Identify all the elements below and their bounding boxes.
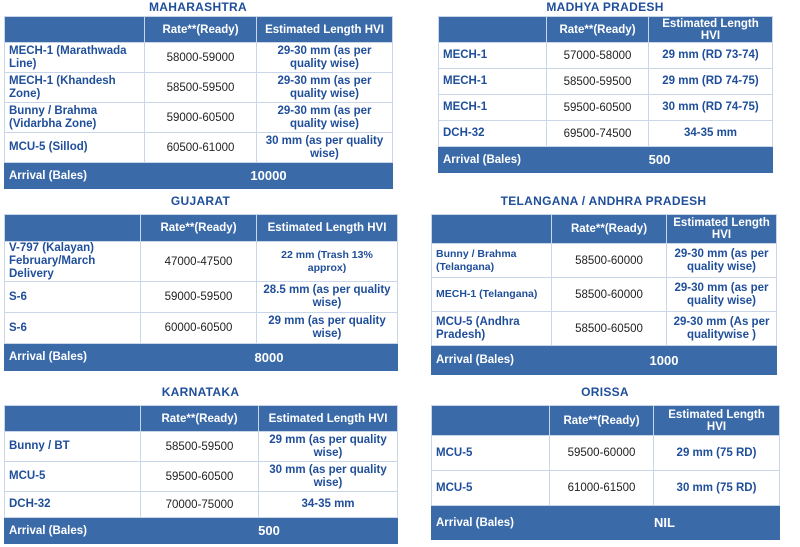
region-title: GUJARAT — [170, 194, 231, 208]
rate-header: Rate**(Ready) — [141, 215, 257, 242]
rate-cell: 59000-60500 — [145, 103, 257, 133]
variety-cell: Bunny / BT — [5, 432, 141, 462]
length-cell: 30 mm (as per quality wise) — [257, 133, 393, 163]
length-header: Estimated Length HVI — [654, 406, 780, 436]
rate-header: Rate**(Ready) — [141, 406, 259, 432]
table-row — [5, 242, 398, 282]
arrival-value: 500 — [141, 518, 398, 544]
rate-cell: 58500-60000 — [552, 278, 667, 312]
table-header — [439, 17, 773, 43]
length-cell: 28.5 mm (as per quality wise) — [257, 282, 398, 313]
region-title: MAHARASHTRA — [149, 0, 247, 14]
variety-cell: MCU-5 (Sillod) — [5, 133, 145, 163]
variety-cell: S-6 — [5, 313, 141, 344]
variety-cell: Bunny / Brahma (Vidarbha Zone) — [5, 103, 145, 133]
table-row — [432, 278, 777, 312]
arrival-label: Arrival (Bales) — [439, 147, 547, 173]
variety-cell: MECH-1 (Marathwada Line) — [5, 43, 145, 73]
table-row — [439, 95, 773, 121]
price-table — [431, 405, 780, 540]
length-cell: 22 mm (Trash 13% approx) — [257, 242, 398, 282]
arrival-row — [5, 163, 393, 189]
arrival-value: 10000 — [145, 163, 393, 189]
rate-cell: 61000-61500 — [550, 471, 654, 506]
length-cell: 29 mm (as per quality wise) — [259, 432, 398, 462]
length-cell: 29-30 mm (as per quality wise) — [667, 278, 777, 312]
variety-cell: MCU-5 (Andhra Pradesh) — [432, 312, 552, 346]
table-row — [5, 43, 393, 73]
length-cell: 29 mm (75 RD) — [654, 436, 780, 471]
arrival-row — [5, 518, 398, 544]
variety-cell: DCH-32 — [5, 492, 141, 518]
region-title: MADHYA PRADESH — [546, 0, 664, 14]
variety-cell: MECH-1 — [439, 69, 547, 95]
table-row — [439, 69, 773, 95]
length-cell: 29 mm (RD 73-74) — [649, 43, 773, 69]
variety-cell: MECH-1 (Khandesh Zone) — [5, 73, 145, 103]
price-table — [431, 214, 777, 375]
arrival-row — [432, 346, 777, 375]
length-cell: 30 mm (75 RD) — [654, 471, 780, 506]
arrival-row — [5, 344, 398, 371]
rate-cell: 58500-59500 — [141, 432, 259, 462]
arrival-label: Arrival (Bales) — [432, 346, 552, 375]
table-header — [5, 215, 398, 242]
arrival-label: Arrival (Bales) — [5, 163, 145, 189]
rate-cell: 57000-58000 — [547, 43, 649, 69]
rate-cell: 58000-59000 — [145, 43, 257, 73]
length-cell: 30 mm (RD 74-75) — [649, 95, 773, 121]
variety-cell: MECH-1 — [439, 95, 547, 121]
variety-cell: MCU-5 — [432, 471, 550, 506]
table-row — [5, 432, 398, 462]
length-cell: 29-30 mm (as per quality wise) — [257, 103, 393, 133]
length-cell: 29 mm (RD 74-75) — [649, 69, 773, 95]
region-title: TELANGANA / ANDHRA PRADESH — [500, 194, 707, 208]
arrival-value: 1000 — [552, 346, 777, 375]
table-row — [5, 282, 398, 313]
table-header — [5, 406, 398, 432]
table-row — [5, 492, 398, 518]
arrival-row — [432, 506, 780, 540]
table-row — [432, 244, 777, 278]
length-header: Estimated Length HVI — [257, 17, 393, 43]
variety-header — [432, 406, 550, 436]
variety-cell: MECH-1 — [439, 43, 547, 69]
table-header — [432, 406, 780, 436]
variety-cell: MECH-1 (Telangana) — [432, 278, 552, 312]
rate-cell: 60500-61000 — [145, 133, 257, 163]
table-row — [432, 436, 780, 471]
length-cell: 29-30 mm (as per quality wise) — [257, 43, 393, 73]
price-table — [4, 214, 398, 371]
rate-cell: 59500-60500 — [547, 95, 649, 121]
length-header: Estimated Length HVI — [257, 215, 398, 242]
table-header — [5, 17, 393, 43]
table-row — [5, 103, 393, 133]
price-table — [4, 16, 393, 189]
arrival-value: NIL — [550, 506, 780, 540]
arrival-row — [439, 147, 773, 173]
table-row — [439, 43, 773, 69]
length-cell: 34-35 mm — [259, 492, 398, 518]
table-row — [5, 462, 398, 492]
arrival-label: Arrival (Bales) — [5, 518, 141, 544]
rate-cell: 69500-74500 — [547, 121, 649, 147]
table-row — [5, 133, 393, 163]
price-table — [4, 405, 398, 544]
rate-cell: 58500-60000 — [552, 244, 667, 278]
rate-cell: 58500-60500 — [552, 312, 667, 346]
table-row — [432, 312, 777, 346]
price-table — [438, 16, 773, 173]
rate-cell: 47000-47500 — [141, 242, 257, 282]
arrival-value: 8000 — [141, 344, 398, 371]
length-cell: 29-30 mm (as per quality wise) — [257, 73, 393, 103]
rate-header: Rate**(Ready) — [145, 17, 257, 43]
length-header: Estimated Length HVI — [259, 406, 398, 432]
length-cell: 29-30 mm (as per quality wise) — [667, 244, 777, 278]
region-title: KARNATAKA — [161, 385, 240, 399]
rate-cell: 59000-59500 — [141, 282, 257, 313]
length-header: Estimated Length HVI — [667, 215, 777, 244]
variety-cell: S-6 — [5, 282, 141, 313]
table-header — [432, 215, 777, 244]
rate-cell: 58500-59500 — [145, 73, 257, 103]
variety-header — [5, 406, 141, 432]
rate-cell: 59500-60000 — [550, 436, 654, 471]
table-row — [439, 121, 773, 147]
variety-header — [5, 17, 145, 43]
table-row — [5, 313, 398, 344]
rate-header: Rate**(Ready) — [552, 215, 667, 244]
rate-header: Rate**(Ready) — [547, 17, 649, 43]
variety-header — [439, 17, 547, 43]
rate-cell: 59500-60500 — [141, 462, 259, 492]
rate-header: Rate**(Ready) — [550, 406, 654, 436]
rate-cell: 58500-59500 — [547, 69, 649, 95]
length-cell: 34-35 mm — [649, 121, 773, 147]
length-header: Estimated Length HVI — [649, 17, 773, 43]
variety-cell: Bunny / Brahma (Telangana) — [432, 244, 552, 278]
length-cell: 29-30 mm (As per qualitywise ) — [667, 312, 777, 346]
region-title: ORISSA — [581, 385, 629, 399]
arrival-label: Arrival (Bales) — [5, 344, 141, 371]
rate-cell: 70000-75000 — [141, 492, 259, 518]
variety-cell: DCH-32 — [439, 121, 547, 147]
variety-cell: MCU-5 — [432, 436, 550, 471]
variety-header — [432, 215, 552, 244]
arrival-label: Arrival (Bales) — [432, 506, 550, 540]
length-cell: 30 mm (as per quality wise) — [259, 462, 398, 492]
table-row — [5, 73, 393, 103]
table-row — [432, 471, 780, 506]
rate-cell: 60000-60500 — [141, 313, 257, 344]
length-cell: 29 mm (as per quality wise) — [257, 313, 398, 344]
arrival-value: 500 — [547, 147, 773, 173]
variety-cell: MCU-5 — [5, 462, 141, 492]
variety-header — [5, 215, 141, 242]
variety-cell: V-797 (Kalayan) February/March Delivery — [5, 242, 141, 282]
